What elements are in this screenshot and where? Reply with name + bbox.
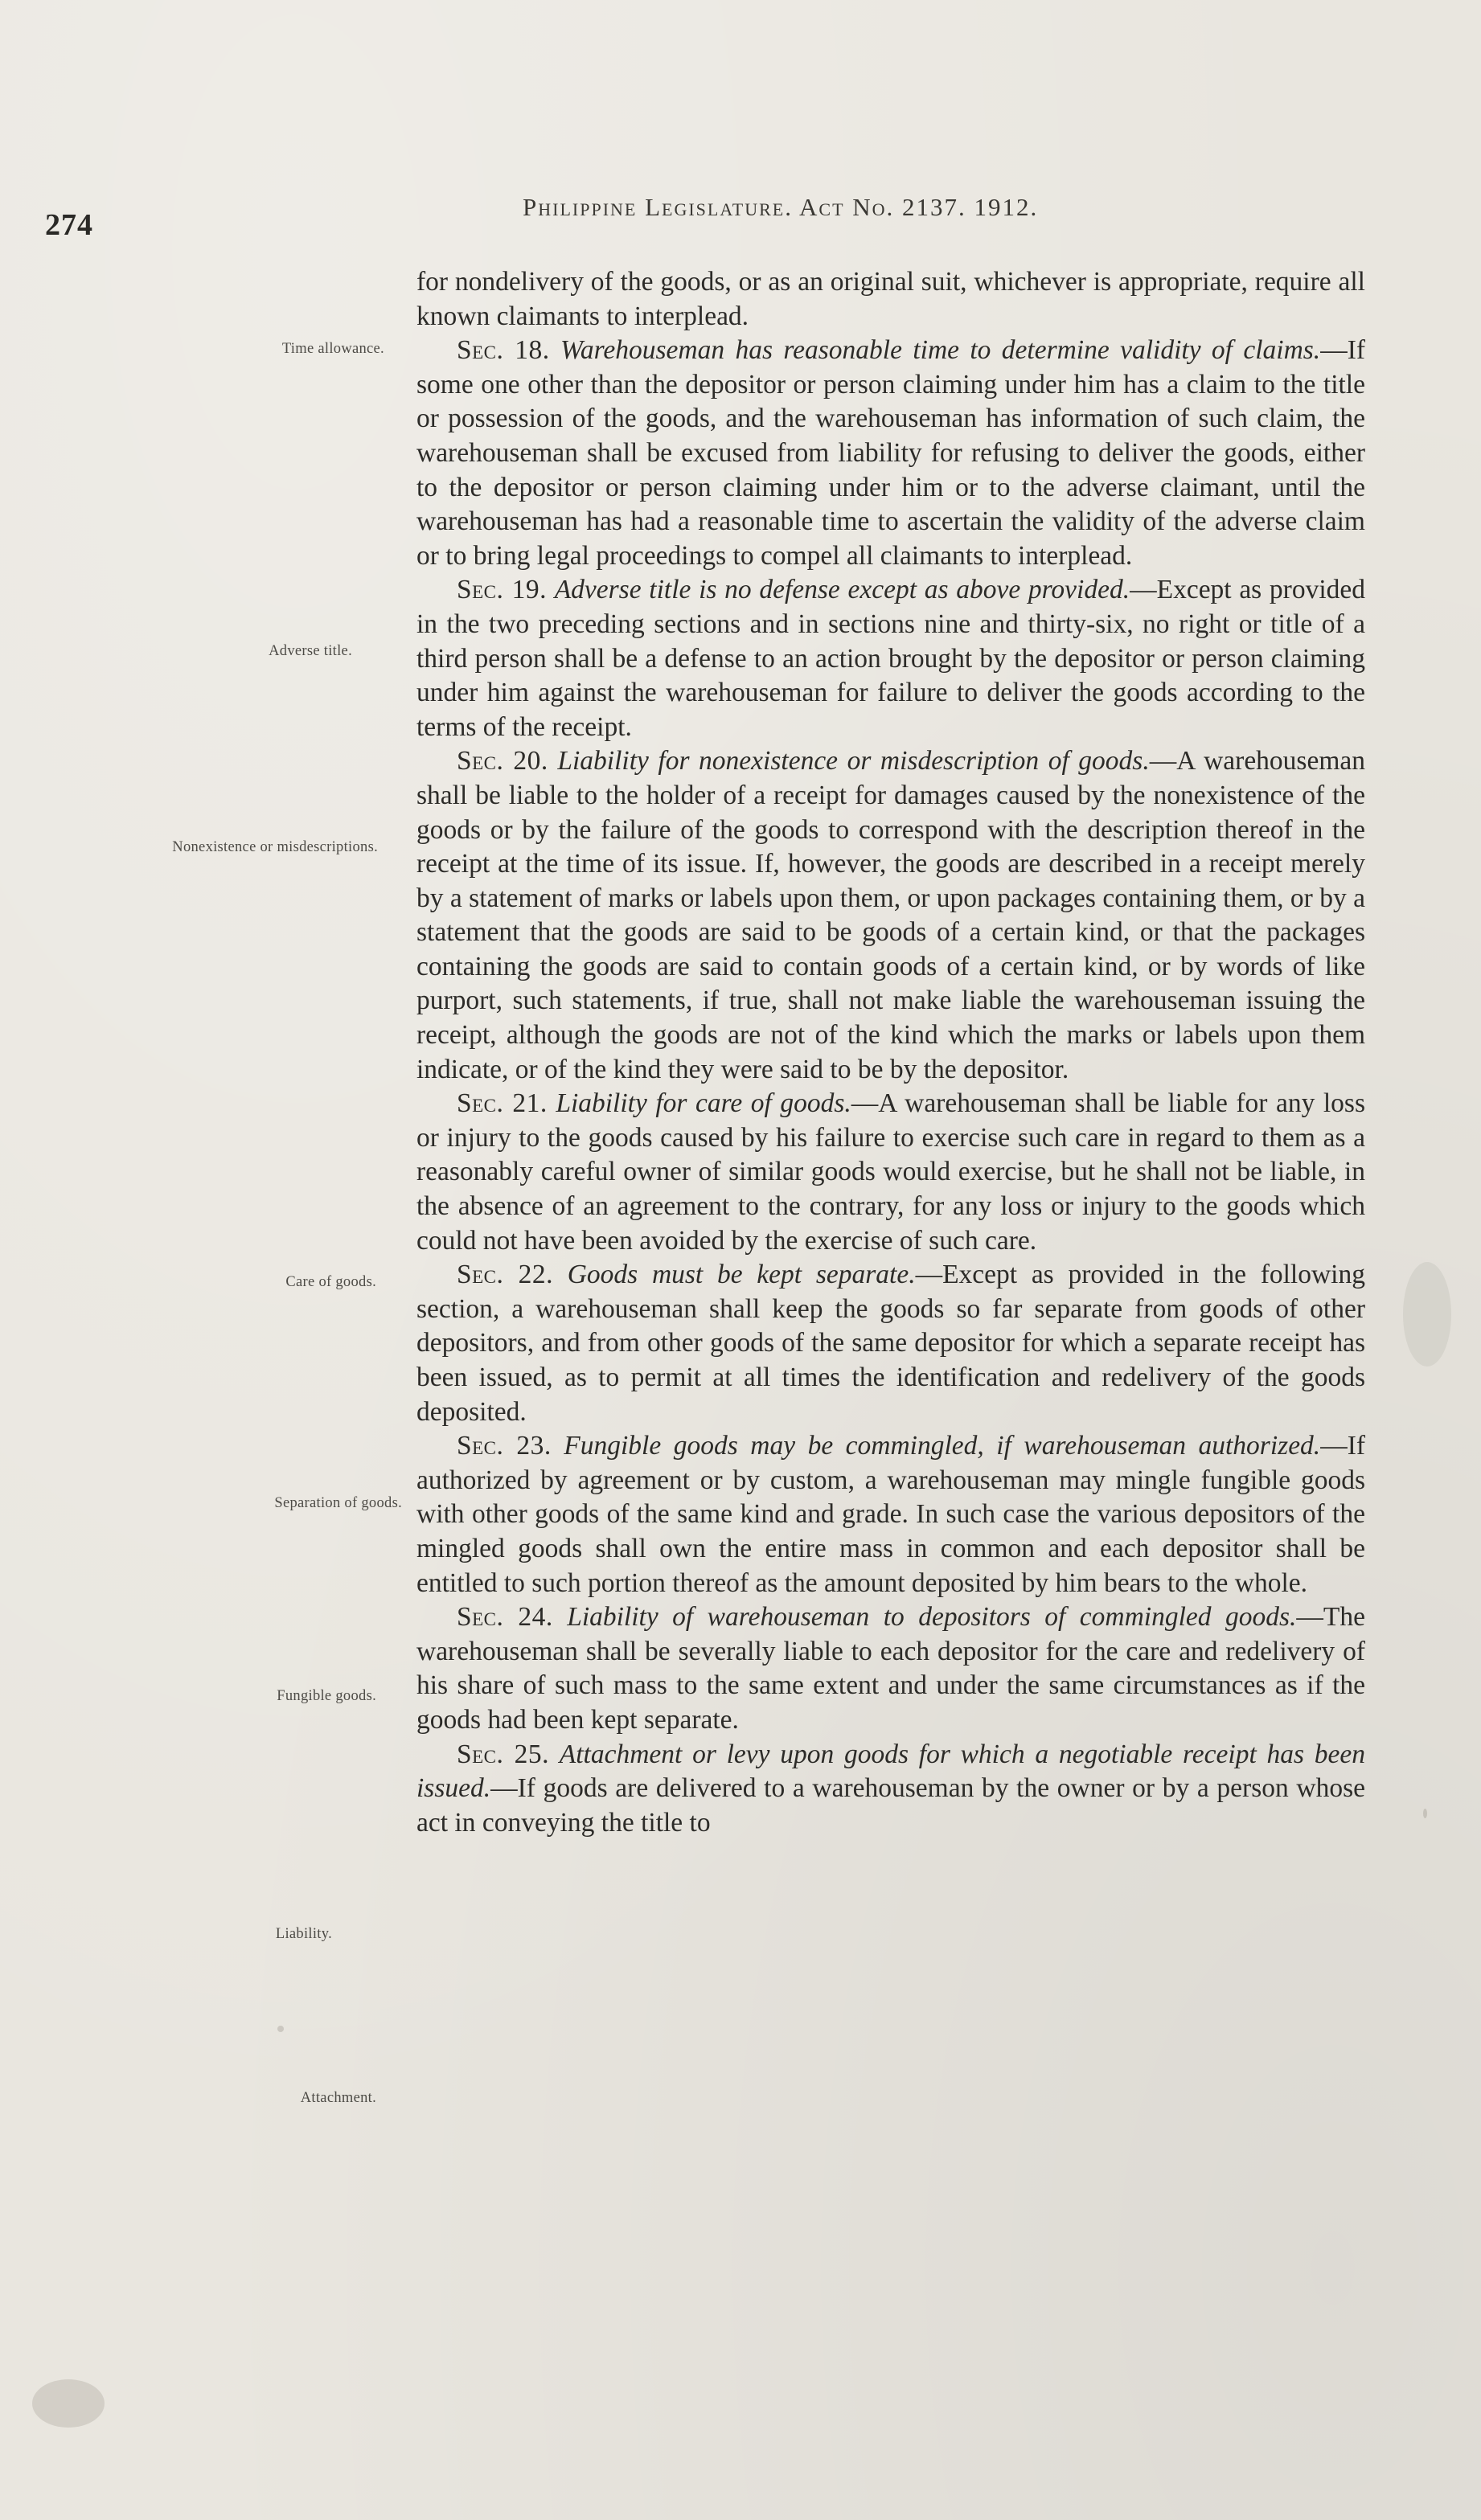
section-label: Sec. 24. bbox=[457, 1602, 553, 1633]
body-text bbox=[416, 265, 1365, 1840]
side-note-fungible-goods: Fungible goods. bbox=[277, 1688, 376, 1704]
section-label: Sec. 22. bbox=[457, 1260, 553, 1290]
section-title: Liability of warehouseman to depositors of commingled goods. bbox=[567, 1602, 1297, 1633]
side-note-separation-of-goods: Separation of goods. bbox=[274, 1495, 402, 1511]
section-text: —If some one other than the depositor or person claiming under him has a claim to the title or possession of the goods, and the warehouseman has information of such claim, the warehouseman shall be excused from liability for refusing to deliver the goods, either to the depositor or person claiming under him or to the adverse claimant, until the warehouseman has had a reasonable time to ascertain the validity of the adverse claim or to bring legal proceedings to compel all claimants to interplead. bbox=[416, 335, 1365, 571]
section-title: Attachment or levy upon goods for which a negotiable receipt has been issued. bbox=[416, 1739, 1366, 1804]
side-note-adverse-title: Adverse title. bbox=[269, 643, 352, 659]
section-text: —Except as provided in the two preceding sections and in sections nine and thirty-six, no right or title of a third person shall be a defense to an action brought by the depositor or person claiming under him against the warehouseman for failure to deliver the goods according to the terms of the receipt. bbox=[416, 575, 1366, 742]
continuation-paragraph: for nondelivery of the goods, or as an original suit, whichever is appropriate, require all known claimants to interplead. bbox=[416, 267, 1365, 331]
side-note-nonexistence: Nonexistence or misdescriptions. bbox=[172, 839, 378, 855]
section-label: Sec. 19. bbox=[457, 575, 547, 605]
section-text: —A warehouseman shall be liable for any loss or injury to the goods caused by his failure to exercise such care in regard to them as a reasonably careful owner of similar goods would exercise, but he shall not be liable, in the absence of an agreement to the contrary, for any loss or injury to the goods which could not have been avoided by the exercise of such care. bbox=[416, 1088, 1365, 1256]
section-20 bbox=[416, 744, 1365, 1087]
side-note-time-allowance: Time allowance. bbox=[281, 341, 384, 357]
section-24 bbox=[416, 1600, 1365, 1737]
page-number: 274 bbox=[45, 208, 93, 242]
side-note-attachment: Attachment. bbox=[300, 2090, 376, 2106]
scan-speck bbox=[1403, 1262, 1451, 1367]
section-title: Adverse title is no defense except as above provided. bbox=[554, 575, 1130, 605]
section-label: Sec. 23. bbox=[457, 1431, 552, 1461]
section-text: —If goods are delivered to a warehouseman by the owner or by a person whose act in conveying the title to bbox=[416, 1773, 1365, 1838]
section-text: —If authorized by agreement or by custom, a warehouseman may mingle fungible goods with other goods of the same kind and grade. In such case the various depositors of the mingled goods shall own the entire mass in common and each depositor shall be entitled to such portion thereof as the amount deposited by him bears to the whole. bbox=[416, 1431, 1365, 1598]
side-note-care-of-goods: Care of goods. bbox=[285, 1274, 376, 1290]
running-head: Philippine Legislature. Act No. 2137. 1912. bbox=[523, 193, 1039, 221]
section-title: Liability for care of goods. bbox=[556, 1088, 851, 1119]
section-22 bbox=[416, 1258, 1365, 1429]
scan-speck bbox=[32, 2379, 105, 2428]
section-title: Liability for nonexistence or misdescription of goods. bbox=[557, 746, 1150, 776]
section-label: Sec. 21. bbox=[457, 1088, 548, 1119]
section-23 bbox=[416, 1429, 1365, 1600]
scan-speck bbox=[1423, 1809, 1427, 1818]
section-label: Sec. 25. bbox=[457, 1739, 550, 1769]
section-18 bbox=[416, 334, 1365, 573]
section-25 bbox=[416, 1738, 1365, 1841]
scan-speck bbox=[277, 2026, 284, 2032]
section-19 bbox=[416, 573, 1365, 744]
section-21 bbox=[416, 1087, 1365, 1258]
section-title: Warehouseman has reasonable time to determine validity of claims. bbox=[560, 335, 1321, 366]
section-label: Sec. 18. bbox=[457, 335, 550, 366]
section-label: Sec. 20. bbox=[457, 746, 548, 776]
section-title: Goods must be kept separate. bbox=[567, 1260, 916, 1290]
section-title: Fungible goods may be commingled, if warehouseman authorized. bbox=[564, 1431, 1321, 1461]
section-text: —Except as provided in the following section, a warehouseman shall keep the goods so far separate from goods of other depositors, and from other goods of the same depositor for which a separate receipt has been issued, as to permit at all times the identification and redelivery of the goods deposited. bbox=[416, 1260, 1365, 1427]
section-text: —The warehouseman shall be severally liable to each depositor for the care and redelivery of his share of such mass to the same extent and under the same circumstances as if the goods had been kept separate. bbox=[416, 1602, 1365, 1735]
side-note-liability: Liability. bbox=[275, 1926, 332, 1942]
section-text: —A warehouseman shall be liable to the holder of a receipt for damages caused by the nonexistence of the goods or by the failure of the goods to correspond with the description thereof in the receipt at the time of its issue. If, however, the goods are described in a receipt merely by a statement of marks or labels upon them, or upon packages containing them, or by a statement that the goods are said to be goods of a certain kind, or that the packages containing the goods are said to contain goods of a certain kind, or by words of like purport, such statements, if true, shall not make liable the warehouseman issuing the receipt, although the goods are not of the kind which the marks or labels upon them indicate, or of the kind they were said to be by the depositor. bbox=[416, 746, 1366, 1084]
